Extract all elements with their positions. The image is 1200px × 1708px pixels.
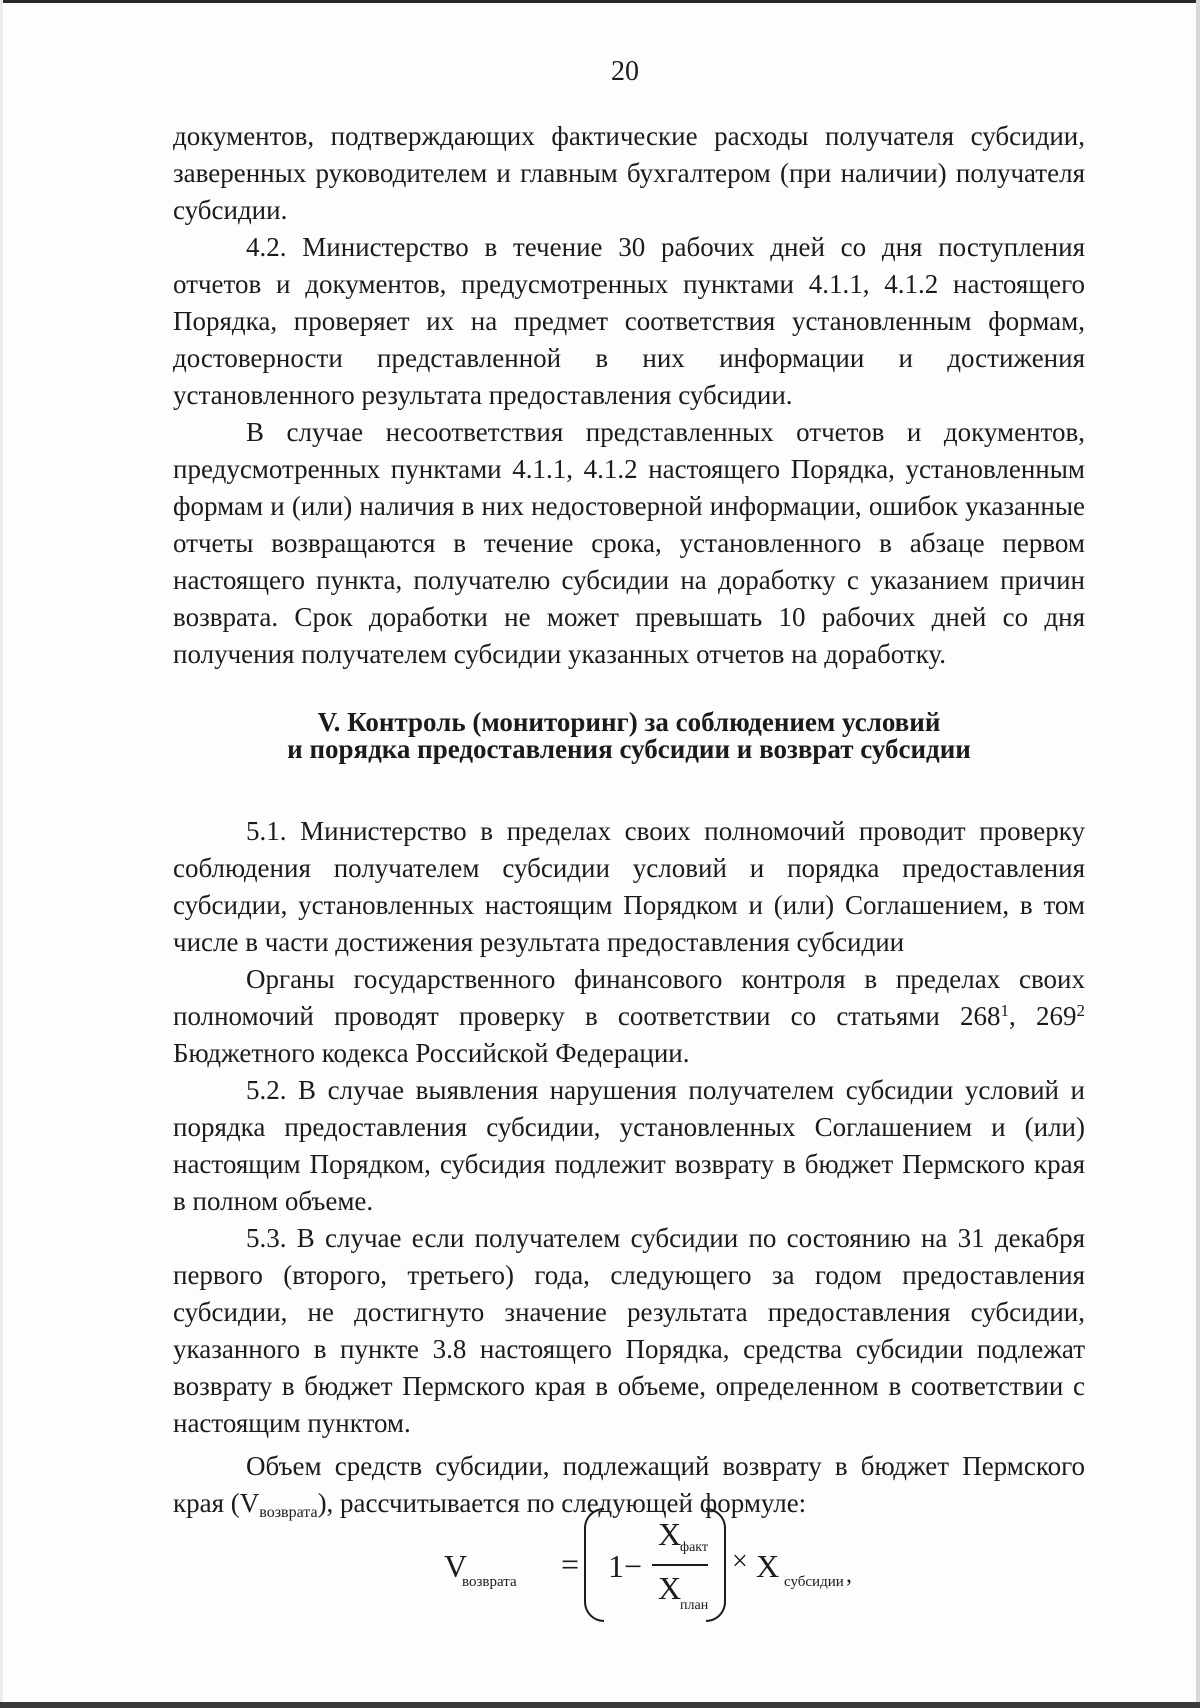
formula-denominator: X <box>658 1570 682 1606</box>
section-title-line2: и порядка предоставления субсидии и возврат субсидии <box>287 734 971 764</box>
page-number: 20 <box>611 56 639 87</box>
article-superscript-1: 1 <box>1000 1001 1010 1020</box>
return-formula <box>444 1508 852 1624</box>
formula-right-paren <box>706 1508 726 1622</box>
formula-equals: = <box>561 1546 580 1582</box>
formula-numerator-subscript: факт <box>680 1540 709 1555</box>
paragraph-5-3: 5.3. В случае если получателем субсидии по состоянию на 31 декабря первого (второго, третьего) года, следующего за годом предоставления субсидии, не достигнуто значение результата предоставления субсидии, указанного в пункте 3.8 настоящего Порядка, средства субсидии подлежат возврату в бюджет Пермского края в объеме, определенном в соответствии с настоящим пунктом. <box>173 1223 1085 1438</box>
formula-left-paren <box>584 1508 604 1622</box>
article-superscript-2: 2 <box>1076 1001 1086 1020</box>
paragraph-continuation: документов, подтверждающих фактические расходы получателя субсидии, заверенных руководителем и главным бухгалтером (при наличии) получателя субсидии. <box>173 121 1085 225</box>
volume-tail: ), рассчитывается по следующей формуле: <box>317 1488 807 1518</box>
paragraph-4-2: 4.2. Министерство в течение 30 рабочих дней со дня поступления отчетов и документов, предусмотренных пунктами 4.1.1, 4.1.2 настоящего Порядка, проверяет их на предмет соответствия установленным формам, достоверности представленной в них информации и достижения установленного результата предоставления субсидии. <box>173 232 1085 410</box>
volume-subscript: возврата <box>259 1504 318 1521</box>
formula-denominator-subscript: план <box>680 1598 709 1613</box>
article-separator: , 269 <box>1009 1001 1077 1031</box>
formula-times: × <box>732 1546 748 1577</box>
scan-edge-left <box>0 0 3 1708</box>
formula-fraction-bar <box>652 1564 708 1566</box>
scan-edge-right <box>1196 0 1200 1708</box>
formula-comma: , <box>846 1562 852 1588</box>
financial-control-text: Органы государственного финансового контроля в пределах своих полномочий проводят проверку в соответствии со статьями 268 <box>173 964 1085 1031</box>
formula-fraction <box>652 1516 710 1620</box>
section-title-line1: V. Контроль (мониторинг) за соблюдением условий <box>317 707 941 737</box>
formula-one-minus: 1− <box>608 1548 643 1584</box>
paragraph-5-2: 5.2. В случае выявления нарушения получателем субсидии условий и порядка предоставления субсидии, установленных Соглашением и (или) настоящим Порядком, субсидия подлежит возврату в бюджет Пермского края в полном объеме. <box>173 1075 1085 1216</box>
formula-v-subscript: возврата <box>462 1574 517 1590</box>
paragraph-5-1: 5.1. Министерство в пределах своих полномочий проводит проверку соблюдения получателем субсидии условий и порядка предоставления субсидии, установленных настоящим Порядком и (или) Соглашением, в том числе в части достижения результата предоставления субсидии <box>173 816 1085 957</box>
formula-x-subsidy-subscript: субсидии <box>784 1574 844 1590</box>
scan-edge-bottom <box>0 1702 1200 1708</box>
formula-x-subsidy: X <box>756 1548 780 1584</box>
formula-v: V <box>444 1548 468 1584</box>
document-body <box>173 118 1085 1522</box>
paragraph-return-reports: В случае несоответствия представленных отчетов и документов, предусмотренных пунктами 4.1.1, 4.1.2 настоящего Порядка, установленным формам и (или) наличия в них недостоверной информации, ошибок указанные отчеты возвращаются в течение срока, установленного в абзаце первом настоящего пункта, получателю субсидии на доработку с указанием причин возврата. Срок доработки не может превышать 10 рабочих дней со дня получения получателем субсидии указанных отчетов на доработку. <box>173 417 1085 669</box>
financial-control-tail: Бюджетного кодекса Российской Федерации. <box>173 1038 690 1068</box>
section-title <box>173 709 1085 763</box>
formula-numerator: X <box>658 1516 682 1552</box>
paragraph-financial-control <box>173 961 1085 1072</box>
scan-edge-top <box>0 0 1200 3</box>
volume-text: Объем средств субсидии, подлежащий возврату в бюджет Пермского края (V <box>173 1451 1085 1518</box>
